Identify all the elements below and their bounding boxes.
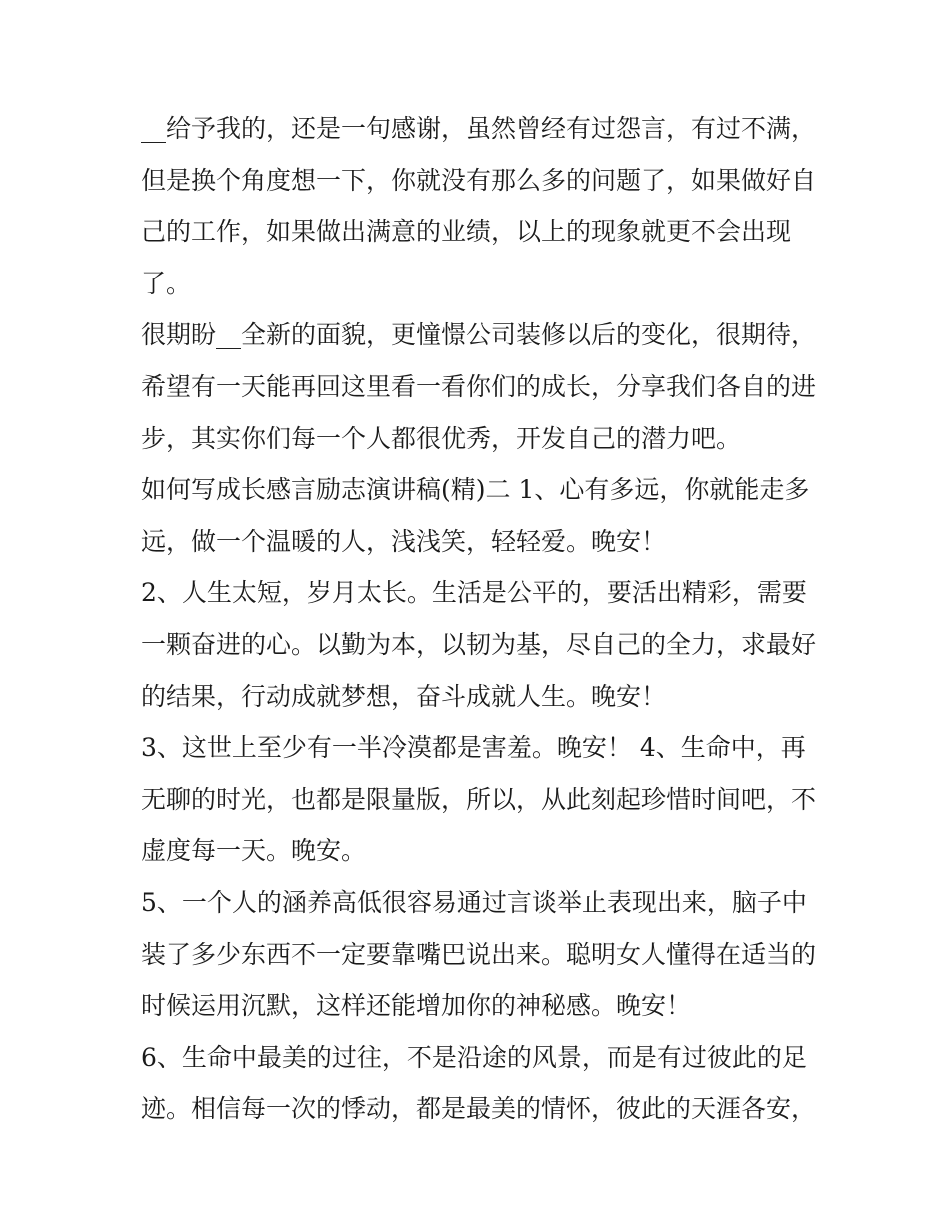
text-line: 如何写成长感言励志演讲稿(精)二 1、心有多远，你就能走多 [141, 475, 810, 505]
document-body [141, 103, 821, 1135]
text-line: 迹。相信每一次的悸动，都是最美的情怀，彼此的天涯各安， [141, 1094, 817, 1124]
text-line: 6、生命中最美的过往，不是沿途的风景，而是有过彼此的足 [141, 1042, 807, 1072]
text-line: 2、人生太短，岁月太长。生活是公平的，要活出精彩，需要 [141, 578, 807, 608]
text-line: 虚度每一天。晚安。 [141, 836, 367, 866]
text-line: 希望有一天能再回这里看一看你们的成长，分享我们各自的进 [141, 371, 817, 401]
text-line: 但是换个角度想一下，你就没有那么多的问题了，如果做好自 [141, 165, 817, 195]
text-line: 时候运用沉默，这样还能增加你的神秘感。晚安！ [141, 991, 692, 1021]
text-line: 装了多少东西不一定要靠嘴巴说出来。聪明女人懂得在适当的 [141, 939, 817, 969]
text-line: 很期盼__全新的面貌，更憧憬公司装修以后的变化，很期待， [141, 320, 817, 350]
text-line: 步，其实你们每一个人都很优秀，开发自己的潜力吧。 [141, 423, 742, 453]
text-line: 的结果，行动成就梦想，奋斗成就人生。晚安！ [141, 681, 667, 711]
text-line: 5、一个人的涵养高低很容易通过言谈举止表现出来，脑子中 [141, 887, 807, 917]
text-line: 己的工作，如果做出满意的业绩，以上的现象就更不会出现 [141, 217, 792, 247]
text-line: 3、这世上至少有一半冷漠都是害羞。晚安！ 4、生命中，再 [141, 733, 806, 763]
text-line: 了。 [141, 268, 192, 298]
text-line: 一颗奋进的心。以勤为本，以韧为基，尽自己的全力，求最好 [141, 629, 817, 659]
text-line: 无聊的时光，也都是限量版，所以，从此刻起珍惜时间吧，不 [141, 784, 817, 814]
text-line: 远，做一个温暖的人，浅浅笑，轻轻爱。晚安！ [141, 526, 667, 556]
text-line: __给予我的，还是一句感谢，虽然曾经有过怨言，有过不满， [141, 114, 817, 143]
